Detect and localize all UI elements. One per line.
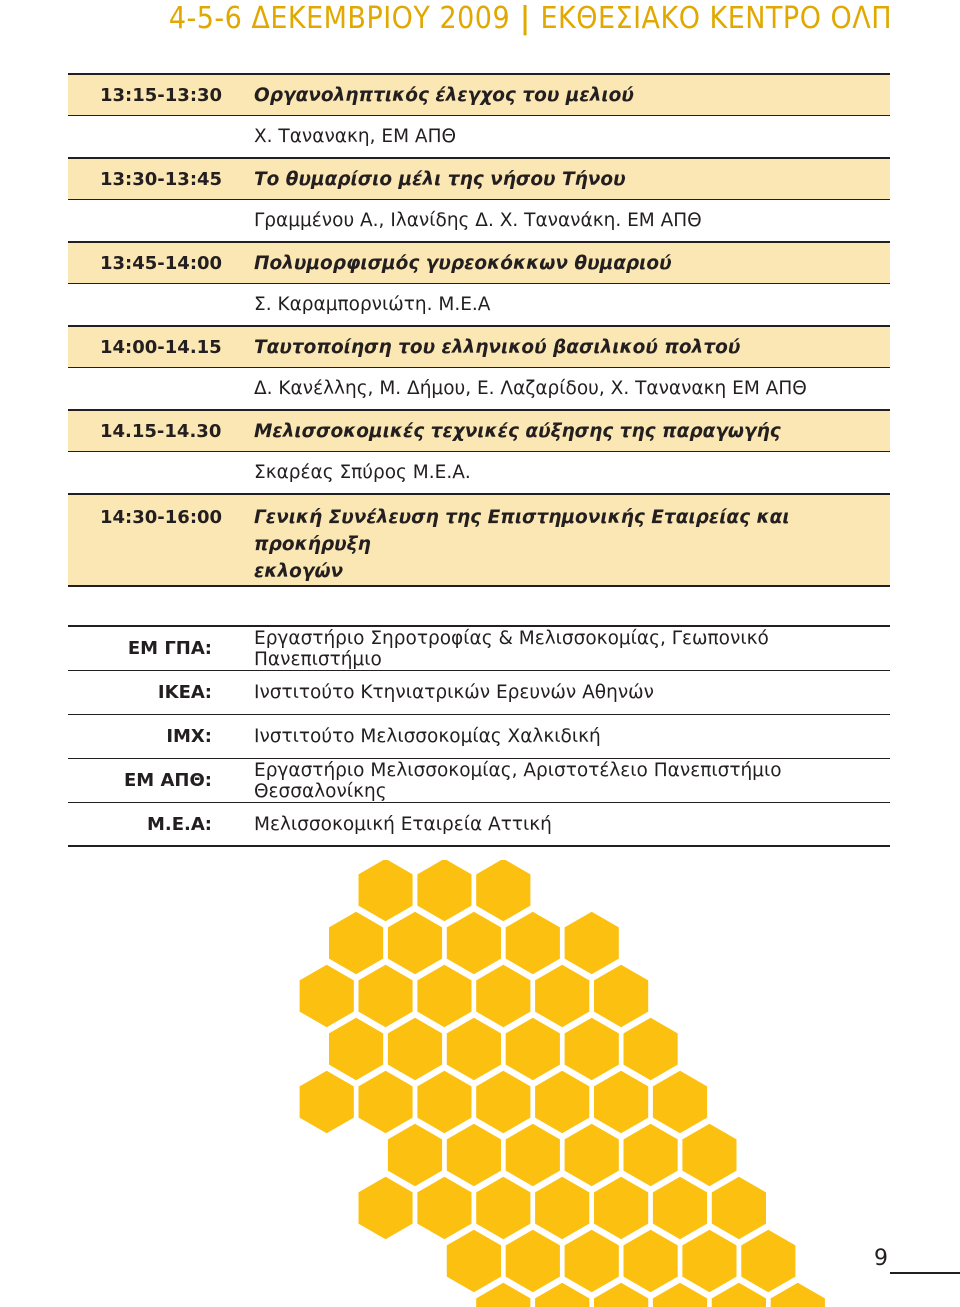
- legend-row: [68, 627, 890, 671]
- honeycomb-cell: [506, 1230, 560, 1293]
- honeycomb-cell: [712, 1177, 766, 1240]
- honeycomb-cell: [653, 1177, 707, 1240]
- honeycomb-cell: [417, 1071, 471, 1134]
- legend-abbreviation: ΕΜ ΑΠΘ:: [124, 770, 212, 791]
- honeycomb-cell: [506, 1018, 560, 1081]
- schedule-row: [68, 451, 890, 493]
- page-header: [169, 0, 892, 38]
- honeycomb-cell: [741, 1230, 795, 1293]
- schedule-row: [68, 199, 890, 241]
- honeycomb-cell: [388, 1124, 442, 1187]
- honeycomb-cell: [359, 1071, 413, 1134]
- honeycomb-cell: [329, 1018, 383, 1081]
- schedule-row: [68, 115, 890, 157]
- honeycomb-cell: [300, 1071, 354, 1134]
- honeycomb-cell: [565, 1230, 619, 1293]
- honeycomb-cell: [535, 1177, 589, 1240]
- honeycomb-cell: [359, 860, 413, 921]
- event-dates: 4-5-6 ΔΕΚΕΜΒΡΙΟΥ 2009: [168, 1, 511, 36]
- schedule-row: [68, 367, 890, 409]
- honeycomb-cell: [447, 1018, 501, 1081]
- legend-description: Εργαστήριο Μελισσοκομίας, Αριστοτέλειο Πανεπιστήμιο Θεσσαλονίκης: [254, 759, 782, 802]
- schedule-row: [68, 409, 890, 451]
- honeycomb-cell: [682, 1124, 736, 1187]
- legend-row: [68, 759, 890, 803]
- session-title: Το θυμαρίσιο μέλι της νήσου Τήνου: [254, 168, 626, 190]
- schedule-row: [68, 157, 890, 199]
- honeycomb-cell: [417, 965, 471, 1028]
- schedule-row: [68, 241, 890, 283]
- session-title: Ταυτοποίηση του ελληνικού βασιλικού πολτού: [254, 336, 741, 358]
- honeycomb-cell: [624, 1230, 678, 1293]
- honeycomb-cell: [712, 1283, 766, 1307]
- honeycomb-cell: [624, 1018, 678, 1081]
- honeycomb-cell: [594, 965, 648, 1028]
- page-number: 9: [874, 1246, 888, 1271]
- legend-description: Εργαστήριο Σηροτροφίας & Μελισσοκομίας, Γεωπονικό Πανεπιστήμιο: [254, 627, 769, 670]
- session-title: [254, 504, 890, 585]
- legend-abbreviation: ΙΜΧ:: [166, 726, 212, 747]
- schedule-row: [68, 493, 890, 585]
- honeycomb-cell: [447, 912, 501, 975]
- session-title: Πολυμορφισμός γυρεοκόκκων θυμαριού: [254, 252, 672, 274]
- honeycomb-cell: [535, 965, 589, 1028]
- honeycomb-cell: [653, 1283, 707, 1307]
- honeycomb-cell: [624, 1124, 678, 1187]
- event-venue: ΕΚΘΕΣΙΑΚΟ ΚΕΝΤΡΟ ΟΛΠ: [540, 1, 892, 36]
- honeycomb-cell: [476, 1071, 530, 1134]
- session-authors: Σ. Καραμπορνιώτη. Μ.Ε.Α: [254, 294, 491, 315]
- schedule-row: [68, 73, 890, 115]
- honeycomb-cell: [476, 965, 530, 1028]
- session-time: 13:45-14:00: [100, 252, 223, 274]
- honeycomb-cell: [476, 1283, 530, 1307]
- header-separator: |: [520, 1, 531, 36]
- honeycomb-cell: [594, 1071, 648, 1134]
- honeycomb-cell: [771, 1283, 825, 1307]
- honeycomb-cell: [535, 1283, 589, 1307]
- honeycomb-cell: [565, 912, 619, 975]
- honeycomb-cell: [682, 1230, 736, 1293]
- honeycomb-cell: [653, 1071, 707, 1134]
- session-time: 13:15-13:30: [100, 84, 223, 106]
- schedule-table: [68, 73, 890, 587]
- honeycomb-decoration: [0, 860, 960, 1307]
- session-time: 14:00-14.15: [100, 336, 222, 358]
- schedule-bottom-rule: [68, 585, 890, 587]
- session-title-line: Γενική Συνέλευση της Επιστημονικής Εταιρείας και προκήρυξη: [254, 507, 790, 555]
- honeycomb-cell: [535, 1071, 589, 1134]
- legend-description: Ινστιτούτο Μελισσοκομίας Χαλκιδική: [254, 726, 601, 747]
- legend-description: Μελισσοκομική Εταιρεία Αττική: [254, 813, 552, 835]
- session-title: Οργανοληπτικός έλεγχος του μελιού: [254, 84, 634, 106]
- legend-description: Ινστιτούτο Κτηνιατρικών Ερευνών Αθηνών: [254, 682, 654, 703]
- session-time: 14.15-14.30: [100, 420, 222, 442]
- honeycomb-cell: [506, 1124, 560, 1187]
- session-authors: Δ. Κανέλλης, Μ. Δήμου, Ε. Λαζαρίδου, Χ. Τανανακη ΕΜ ΑΠΘ: [254, 378, 807, 399]
- honeycomb-cell: [388, 1018, 442, 1081]
- honeycomb-cell: [594, 1177, 648, 1240]
- session-authors: Χ. Τανανακη, ΕΜ ΑΠΘ: [254, 126, 457, 147]
- honeycomb-cell: [447, 1230, 501, 1293]
- honeycomb-cell: [447, 1124, 501, 1187]
- honeycomb-cell: [388, 912, 442, 975]
- session-authors: Σκαρέας Σπύρος Μ.Ε.Α.: [254, 462, 471, 483]
- honeycomb-cell: [417, 1177, 471, 1240]
- honeycomb-cell: [300, 965, 354, 1028]
- honeycomb-cell: [506, 912, 560, 975]
- honeycomb-cell: [359, 965, 413, 1028]
- legend-abbreviation: ΕΜ ΓΠΑ:: [127, 638, 212, 659]
- abbreviations-legend: [68, 625, 890, 847]
- session-title: Μελισσοκομικές τεχνικές αύξησης της παραγωγής: [254, 420, 781, 442]
- honeycomb-cell: [476, 1177, 530, 1240]
- honeycomb-cell: [359, 1177, 413, 1240]
- honeycomb-cell: [417, 860, 471, 921]
- session-time: 14:30-16:00: [100, 507, 223, 528]
- honeycomb-cell: [476, 860, 530, 921]
- schedule-row: [68, 325, 890, 367]
- session-title-line: εκλογών: [254, 561, 344, 582]
- schedule-row: [68, 283, 890, 325]
- honeycomb-cell: [565, 1124, 619, 1187]
- honeycomb-cell: [594, 1283, 648, 1307]
- honeycomb-cell: [329, 912, 383, 975]
- session-authors: Γραμμένου Α., Ιλανίδης Δ. Χ. Τανανάκη. ΕΜ ΑΠΘ: [254, 210, 702, 231]
- session-time: 13:30-13:45: [100, 168, 223, 190]
- legend-row: [68, 803, 890, 847]
- page-number-rule: [890, 1272, 960, 1274]
- legend-row: [68, 715, 890, 759]
- legend-abbreviation: ΙΚΕΑ:: [157, 682, 212, 703]
- legend-row: [68, 671, 890, 715]
- honeycomb-cell: [565, 1018, 619, 1081]
- legend-abbreviation: Μ.Ε.Α:: [146, 813, 212, 835]
